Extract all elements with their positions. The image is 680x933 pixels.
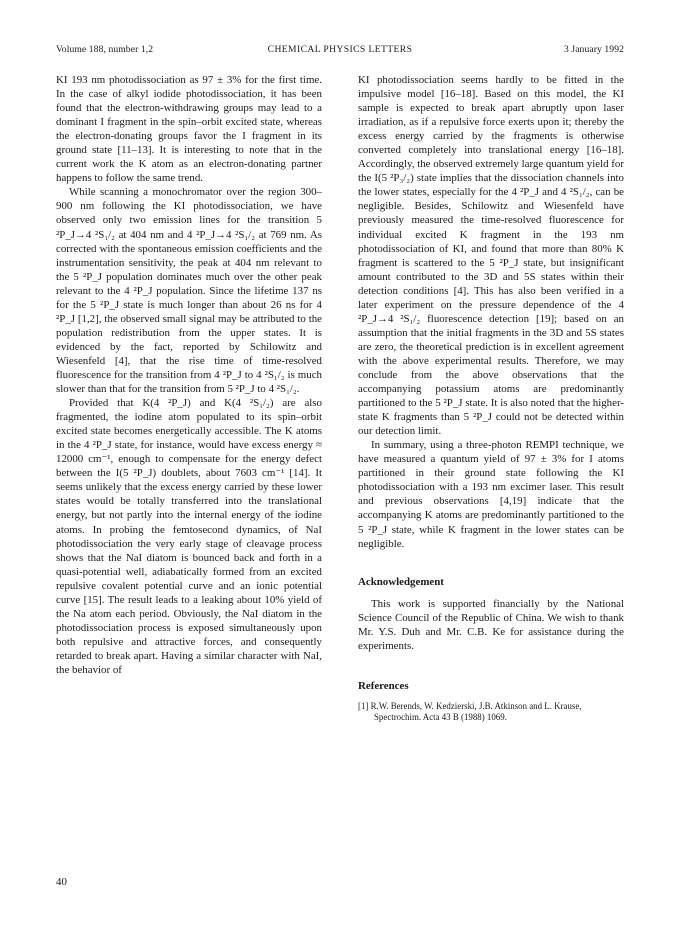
spacer bbox=[358, 653, 624, 679]
paragraph: While scanning a monochromator over the region 300–900 nm following the KI photodissociation, we have observed only two emission lines for the transition 5 ²P_J→4 ²S₁/₂ at 404 nm and 4 ²P_J→4 ²S₁/₂ at 769 nm. As corrected with the spontaneous emission coefficients and the instrumentation sensitivity, the peak at 404 nm relevant to the 5 ²P_J population dominates much over the other peak relevant to the 4 ²P_J population. Since the lifetime 137 ns for the 5 ²P_J state is much longer than about 26 ns for 4 ²P_J [1,2], the observed small signal may be attributed to the population redistribution from the upper states. It is evidenced by the fact, reported by Schilowitz and Wiesenfeld [4], that the rise time of time-resolved fluorescence for the transition from 4 ²P_J to 4 ²S₁/₂ is much slower than that for the transition from 5 ²P_J to 4 ²S₁/₂. bbox=[56, 186, 322, 396]
journal-title: CHEMICAL PHYSICS LETTERS bbox=[267, 44, 413, 55]
reference-item: [1] R.W. Berends, W. Kedzierski, J.B. Atkinson and L. Krause, Spectrochim. Acta 43 B (1988) 1069. bbox=[358, 700, 582, 723]
spacer bbox=[358, 589, 624, 597]
references-heading: References bbox=[358, 679, 409, 692]
left-column bbox=[56, 73, 322, 677]
acknowledgement-text: This work is supported financially by the National Science Council of the Republic of China. We wish to thank Mr. Y.S. Duh and Mr. C.B. Ke for assistance during the experiments. bbox=[358, 597, 624, 652]
paragraph: KI photodissociation seems hardly to be fitted in the impulsive model [16–18]. Based on this model, the KI sample is expected to break apart abruptly upon laser irradiation, as if a repulsive force exerts upon it; thereby the excess energy carried by the fragments is otherwise converted completely into translational energy [16–18]. Accordingly, the observed extremely large quantum yield for the I(5 ²P₃/₂) state implies that the dissociation channels into the lower states, especially for the 4 ²P_J and 4 ²S₁/₂, can be negligible. Besides, Schilowitz and Wiesenfeld have previously measured the time-resolved fluorescence for individual excited K fragment in the 193 nm photodissociation of KI, and found that more than 80% K fragment is scattered to the 5 ²P_J state, but insignificant amount contributed to the 3D and 5S states within their detection conditions [4]. This has also been verified in a later experiment on the pressure dependence of the 4 ²P_J→4 ²S₁/₂ fluorescence detection [19]; based on an assumption that the initial fragments in the 3D and 5S states are zero, the theoretical prediction is in excellent agreement with the above experimental results. Therefore, we may conclude from the above observations that the accompanying potassium atoms are predominantly partitioned to the 5 ²P_J state. It is also noted that the higher-state K fragments than 5 ²P_J could not be detected within our detection limit. bbox=[358, 74, 624, 438]
page-number: 40 bbox=[56, 876, 67, 888]
spacer bbox=[358, 551, 624, 575]
acknowledgement-heading: Acknowledgement bbox=[358, 575, 444, 588]
volume-number: Volume 188, number 1,2 bbox=[56, 44, 154, 55]
paragraph: KI 193 nm photodissociation as 97 ± 3% for the first time. In the case of alkyl iodide photodissociation, it has been found that the electron-withdrawing groups may lead to a dominant I fragment in the spin–orbit excited state, whereas the electron-donating groups favor the I fragment in its ground state [11–13]. It is interesting to note that in the current work the K atom as an electron-donating partner happens to follow the same trend. bbox=[56, 74, 322, 185]
issue-date: 3 January 1992 bbox=[563, 44, 624, 55]
paragraph: Provided that K(4 ²P_J) and K(4 ²S₁/₂) are also fragmented, the iodine atom populated to its spin–orbit excited state becomes energetically accessible. The K atoms in the 4 ²P_J state, for instance, would have excess energy ≈ 12000 cm⁻¹, enough to compensate for the energy defect between the I(5 ²P_J) doublets, about 7603 cm⁻¹ [14]. It seems unlikely that the excess energy carried by these lower states would be totally transferred into the translational energy, but not partly into the internal energy of the iodine atoms. In probing the femtosecond dynamics, of NaI photodissociation the very early stage of cleavage process shows that the NaI diatom is bounced back and forth in a quasi-potential well, adiabatically formed from an excited repulsive covalent potential curve and an ionic potential curve [15]. The result leads to a leaking about 10% yield of the Na atom each period. Obviously, the NaI diatom in the photodissociation process is exposed simultaneously upon both repulsive and attractive forces, and consequently retarded to break apart. Having a similar character with NaI, the behavior of bbox=[56, 397, 322, 676]
paragraph: In summary, using a three-photon REMPI technique, we have measured a quantum yield of 97 ± 3% for I atoms partitioned in their ground state following the KI photodissociation with a 193 nm excimer laser. This result and previous observations [4,19] indicate that the accompanying K atoms are predominantly partitioned to the 5 ²P_J state, while K fragment in the lower states can be negligible. bbox=[358, 439, 624, 550]
right-column bbox=[358, 73, 624, 724]
spacer bbox=[358, 693, 624, 701]
